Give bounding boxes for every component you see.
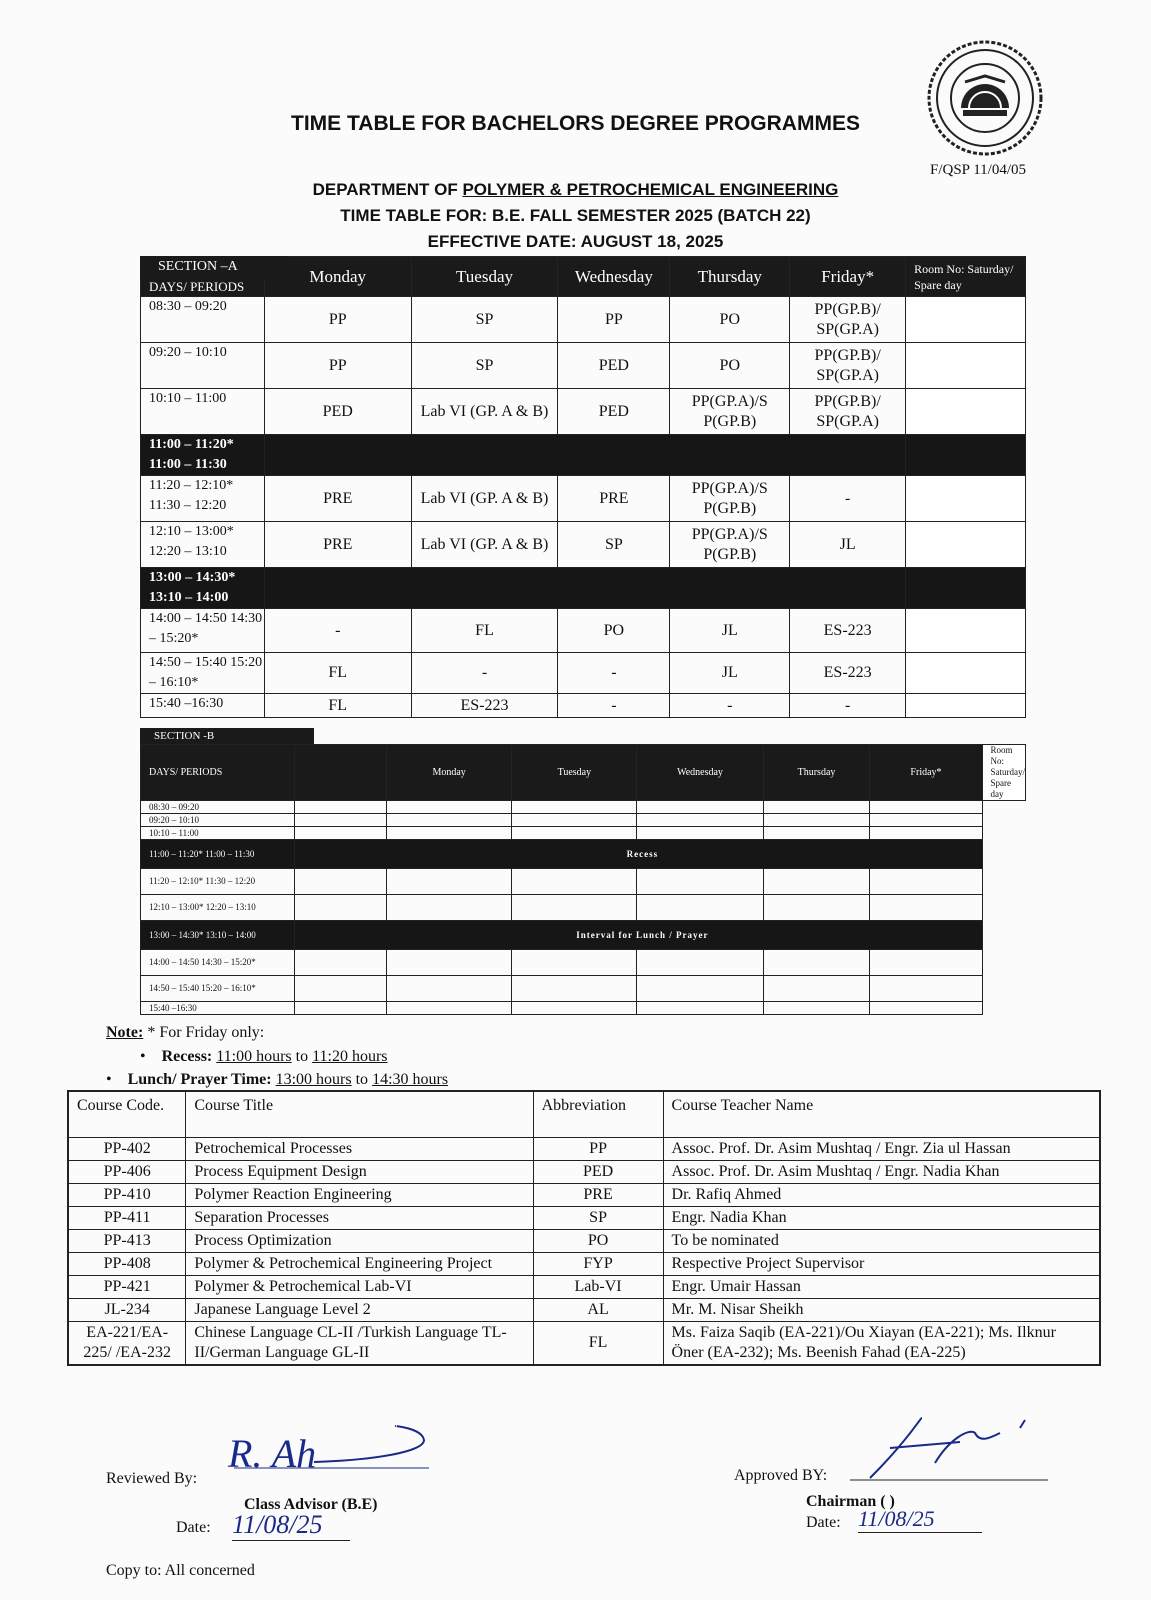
room-cell	[906, 609, 1026, 653]
class-cell: SP	[411, 297, 558, 343]
course-teacher: Mr. M. Nisar Sheikh	[663, 1298, 1100, 1321]
course-title: Separation Processes	[186, 1206, 533, 1229]
room-cell	[906, 522, 1026, 568]
empty-cell	[870, 801, 982, 814]
section-b-label: SECTION -B	[140, 728, 314, 744]
reviewer-signature: R. Ah	[228, 1431, 317, 1476]
empty-cell	[295, 801, 387, 814]
period-cell: 10:10 – 11:00	[141, 827, 295, 840]
document-title: TIME TABLE FOR BACHELORS DEGREE PROGRAMMES	[291, 112, 860, 135]
empty-cell	[295, 827, 387, 840]
period-cell: 08:30 – 09:20	[141, 297, 265, 343]
room-cell	[906, 568, 1026, 609]
course-teacher: Dr. Rafiq Ahmed	[663, 1183, 1100, 1206]
day-header: Thursday	[670, 257, 790, 297]
period-row	[141, 653, 1026, 694]
course-code: PP-413	[68, 1229, 186, 1252]
class-cell: PO	[670, 343, 790, 389]
period-cell: 13:00 – 14:30* 13:10 – 14:00	[141, 921, 295, 950]
class-cell: SP	[558, 522, 670, 568]
course-title: Polymer & Petrochemical Lab-VI	[186, 1275, 533, 1298]
recess-band: Recess	[295, 840, 982, 869]
break-row	[141, 435, 1026, 476]
period-cell: 15:40 –16:30	[141, 1002, 295, 1015]
section-b-timetable	[140, 744, 1026, 1015]
class-cell: FL	[264, 653, 411, 694]
period-row	[141, 801, 1026, 814]
approve-date-label: Date:	[806, 1514, 841, 1531]
course-row	[68, 1160, 1100, 1183]
course-header-row	[68, 1091, 1100, 1137]
period-cell: 14:50 – 15:40 15:20 – 16:10*	[141, 653, 265, 694]
course-abbreviation: PED	[533, 1160, 663, 1183]
class-cell: PED	[558, 343, 670, 389]
class-cell: PP	[264, 343, 411, 389]
empty-cell	[870, 976, 982, 1002]
empty-cell	[870, 1002, 982, 1015]
class-cell: SP	[411, 343, 558, 389]
class-cell: PED	[264, 389, 411, 435]
approver-title: Chairman ( )	[806, 1493, 895, 1510]
class-cell: JL	[670, 653, 790, 694]
empty-cell	[637, 976, 763, 1002]
room-cell	[906, 343, 1026, 389]
room-cell	[906, 297, 1026, 343]
class-cell: PP(GP.B)/ SP(GP.A)	[790, 343, 906, 389]
class-cell: FL	[264, 694, 411, 718]
empty-cell	[637, 827, 763, 840]
course-code: EA-221/EA-225/ /EA-232	[68, 1321, 186, 1365]
day-header: Friday*	[790, 257, 906, 297]
empty-cell	[387, 869, 512, 895]
class-cell: PP(GP.B)/ SP(GP.A)	[790, 389, 906, 435]
day-header: Thursday	[763, 745, 870, 801]
course-title: Polymer Reaction Engineering	[186, 1183, 533, 1206]
period-row	[141, 297, 1026, 343]
course-abbreviation: PRE	[533, 1183, 663, 1206]
course-abbreviation: PO	[533, 1229, 663, 1252]
period-row	[141, 814, 1026, 827]
course-row	[68, 1321, 1100, 1365]
empty-cell	[387, 801, 512, 814]
room-cell	[906, 653, 1026, 694]
class-cell: PED	[558, 389, 670, 435]
class-cell: PP	[558, 297, 670, 343]
empty-cell	[870, 895, 982, 921]
period-row	[141, 1002, 1026, 1015]
class-cell: PP(GP.A)/S P(GP.B)	[670, 522, 790, 568]
period-cell: 14:00 – 14:50 14:30 – 15:20*	[141, 609, 265, 653]
period-cell: 09:20 – 10:10	[141, 814, 295, 827]
blank-header	[295, 745, 387, 801]
empty-cell	[763, 801, 870, 814]
break-row	[141, 568, 1026, 609]
period-cell: 12:10 – 13:00* 12:20 – 13:10	[141, 895, 295, 921]
day-header: Wednesday	[637, 745, 763, 801]
class-cell: PRE	[558, 476, 670, 522]
course-code: PP-410	[68, 1183, 186, 1206]
empty-cell	[295, 895, 387, 921]
empty-cell	[387, 895, 512, 921]
class-cell: PP(GP.A)/S P(GP.B)	[670, 476, 790, 522]
course-abbreviation: AL	[533, 1298, 663, 1321]
empty-cell	[295, 976, 387, 1002]
course-code: PP-406	[68, 1160, 186, 1183]
course-abbreviation: FYP	[533, 1252, 663, 1275]
period-cell: 11:00 – 11:20* 11:00 – 11:30	[141, 840, 295, 869]
course-code: PP-421	[68, 1275, 186, 1298]
period-cell: 12:10 – 13:00* 12:20 – 13:10	[141, 522, 265, 568]
class-cell: PO	[558, 609, 670, 653]
period-row	[141, 869, 1026, 895]
period-cell: 15:40 –16:30	[141, 694, 265, 718]
empty-cell	[763, 814, 870, 827]
empty-cell	[512, 827, 637, 840]
course-row	[68, 1298, 1100, 1321]
class-cell: -	[558, 653, 670, 694]
empty-cell	[387, 1002, 512, 1015]
section-a-timetable	[140, 256, 1026, 718]
room-header: Room No: Saturday/ Spare day	[982, 745, 1025, 801]
class-cell: PP(GP.A)/S P(GP.B)	[670, 389, 790, 435]
period-cell: 14:50 – 15:40 15:20 – 16:10*	[141, 976, 295, 1002]
lunch-band: Interval for Lunch / Prayer	[295, 921, 982, 950]
course-header-cell: Course Teacher Name	[663, 1091, 1100, 1137]
period-row	[141, 609, 1026, 653]
course-teacher: Assoc. Prof. Dr. Asim Mushtaq / Engr. Zia ul Hassan	[663, 1137, 1100, 1160]
empty-cell	[295, 869, 387, 895]
class-cell: -	[411, 653, 558, 694]
empty-cell	[512, 814, 637, 827]
course-teacher: Ms. Faiza Saqib (EA-221)/Ou Xiayan (EA-221); Ms. Ilknur Öner (EA-232); Ms. Beenish Fahad (EA-225)	[663, 1321, 1100, 1365]
class-cell: ES-223	[790, 609, 906, 653]
empty-cell	[512, 895, 637, 921]
course-code: JL-234	[68, 1298, 186, 1321]
empty-cell	[295, 1002, 387, 1015]
review-date: 11/08/25	[232, 1510, 350, 1541]
period-cell: 14:00 – 14:50 14:30 – 15:20*	[141, 950, 295, 976]
empty-cell	[512, 1002, 637, 1015]
class-cell: ES-223	[790, 653, 906, 694]
course-title: Process Equipment Design	[186, 1160, 533, 1183]
empty-cell	[870, 827, 982, 840]
class-cell: FL	[411, 609, 558, 653]
empty-cell	[387, 950, 512, 976]
break-band	[264, 568, 905, 609]
class-cell: -	[264, 609, 411, 653]
empty-cell	[870, 814, 982, 827]
course-header-cell: Course Code.	[68, 1091, 186, 1137]
note-line: Note: * For Friday only:	[106, 1024, 265, 1041]
period-cell: 11:20 – 12:10* 11:30 – 12:20	[141, 869, 295, 895]
day-header: Friday*	[870, 745, 982, 801]
class-cell: Lab VI (GP. A & B)	[411, 476, 558, 522]
note-recess: • Recess: 11:00 hours to 11:20 hours	[140, 1048, 388, 1065]
empty-cell	[763, 1002, 870, 1015]
period-row	[141, 522, 1026, 568]
course-code: PP-411	[68, 1206, 186, 1229]
reviewer-signature-stroke	[224, 1422, 434, 1472]
room-cell	[906, 435, 1026, 476]
course-abbreviation: PP	[533, 1137, 663, 1160]
class-cell: JL	[790, 522, 906, 568]
review-date-label: Date:	[176, 1519, 211, 1536]
course-title: Japanese Language Level 2	[186, 1298, 533, 1321]
course-code: PP-402	[68, 1137, 186, 1160]
room-cell	[906, 476, 1026, 522]
room-header: Room No: Saturday/ Spare day	[906, 257, 1026, 297]
section-a-label: SECTION –A	[140, 256, 286, 278]
effective-date: EFFECTIVE DATE: AUGUST 18, 2025	[427, 232, 724, 251]
course-title: Chinese Language CL-II /Turkish Language TL-II/German Language GL-II	[186, 1321, 533, 1365]
class-cell: -	[790, 694, 906, 718]
period-row	[141, 976, 1026, 1002]
course-row	[68, 1206, 1100, 1229]
empty-cell	[763, 976, 870, 1002]
empty-cell	[512, 976, 637, 1002]
reviewed-by-label: Reviewed By:	[106, 1470, 198, 1487]
empty-cell	[512, 869, 637, 895]
room-cell	[906, 389, 1026, 435]
class-cell: PRE	[264, 522, 411, 568]
room-cell	[906, 694, 1026, 718]
university-seal	[925, 38, 1045, 158]
empty-cell	[387, 814, 512, 827]
course-row	[68, 1252, 1100, 1275]
class-cell: PO	[670, 297, 790, 343]
empty-cell	[637, 950, 763, 976]
reviewer-title: Class Advisor (B.E)	[244, 1496, 378, 1513]
class-cell: -	[558, 694, 670, 718]
course-title: Petrochemical Processes	[186, 1137, 533, 1160]
period-cell: 08:30 – 09:20	[141, 801, 295, 814]
course-row	[68, 1183, 1100, 1206]
period-cell: 11:20 – 12:10* 11:30 – 12:20	[141, 476, 265, 522]
period-row	[141, 827, 1026, 840]
period-row	[141, 476, 1026, 522]
period-row	[141, 343, 1026, 389]
timetable-for: TIME TABLE FOR: B.E. FALL SEMESTER 2025 (BATCH 22)	[340, 206, 811, 225]
empty-cell	[763, 950, 870, 976]
empty-cell	[295, 950, 387, 976]
empty-cell	[512, 801, 637, 814]
course-teacher: Engr. Nadia Khan	[663, 1206, 1100, 1229]
class-cell: ES-223	[411, 694, 558, 718]
period-row	[141, 895, 1026, 921]
period-row	[141, 389, 1026, 435]
class-cell: JL	[670, 609, 790, 653]
empty-cell	[387, 827, 512, 840]
course-header-cell: Abbreviation	[533, 1091, 663, 1137]
department-name: POLYMER & PETROCHEMICAL ENGINEERING	[462, 180, 839, 199]
empty-cell	[763, 895, 870, 921]
class-cell: PP	[264, 297, 411, 343]
period-cell: 10:10 – 11:00	[141, 389, 265, 435]
course-title: Process Optimization	[186, 1229, 533, 1252]
empty-cell	[870, 869, 982, 895]
empty-cell	[637, 1002, 763, 1015]
course-teacher: Respective Project Supervisor	[663, 1252, 1100, 1275]
class-cell: PP(GP.B)/ SP(GP.A)	[790, 297, 906, 343]
section-b-header-row	[141, 745, 1026, 801]
periods-header: DAYS/ PERIODS	[141, 257, 265, 297]
department-line: DEPARTMENT OF POLYMER & PETROCHEMICAL ENGINEERING	[312, 180, 839, 199]
empty-cell	[763, 869, 870, 895]
course-teacher: Engr. Umair Hassan	[663, 1275, 1100, 1298]
course-title: Polymer & Petrochemical Engineering Project	[186, 1252, 533, 1275]
day-header: Monday	[387, 745, 512, 801]
break-row	[141, 921, 1026, 950]
empty-cell	[763, 827, 870, 840]
approved-by-label: Approved BY:	[734, 1467, 828, 1484]
break-band	[264, 435, 905, 476]
day-header: Monday	[264, 257, 411, 297]
period-cell: 09:20 – 10:10	[141, 343, 265, 389]
approve-date: 11/08/25	[858, 1506, 982, 1533]
approver-signature	[850, 1408, 1050, 1488]
course-row	[68, 1229, 1100, 1252]
empty-cell	[637, 814, 763, 827]
break-row	[141, 840, 1026, 869]
period-cell: 13:00 – 14:30* 13:10 – 14:00	[141, 568, 265, 609]
period-cell: 11:00 – 11:20* 11:00 – 11:30	[141, 435, 265, 476]
class-cell: -	[670, 694, 790, 718]
course-table	[67, 1090, 1101, 1366]
course-header-cell: Course Title	[186, 1091, 533, 1137]
empty-cell	[637, 895, 763, 921]
form-number: F/QSP 11/04/05	[930, 162, 1026, 178]
note-lunch: • Lunch/ Prayer Time: 13:00 hours to 14:30 hours	[106, 1071, 449, 1088]
day-header: Wednesday	[558, 257, 670, 297]
course-abbreviation: Lab-VI	[533, 1275, 663, 1298]
empty-cell	[870, 950, 982, 976]
period-row	[141, 694, 1026, 718]
copy-to: Copy to: All concerned	[106, 1562, 255, 1579]
course-teacher: Assoc. Prof. Dr. Asim Mushtaq / Engr. Nadia Khan	[663, 1160, 1100, 1183]
class-cell: Lab VI (GP. A & B)	[411, 389, 558, 435]
course-row	[68, 1275, 1100, 1298]
periods-header: DAYS/ PERIODS	[141, 745, 295, 801]
course-code: PP-408	[68, 1252, 186, 1275]
class-cell: PRE	[264, 476, 411, 522]
period-row	[141, 950, 1026, 976]
day-header: Tuesday	[512, 745, 637, 801]
course-row	[68, 1137, 1100, 1160]
empty-cell	[512, 950, 637, 976]
empty-cell	[387, 976, 512, 1002]
course-teacher: To be nominated	[663, 1229, 1100, 1252]
course-abbreviation: SP	[533, 1206, 663, 1229]
class-cell: Lab VI (GP. A & B)	[411, 522, 558, 568]
empty-cell	[637, 801, 763, 814]
empty-cell	[295, 814, 387, 827]
class-cell: -	[790, 476, 906, 522]
day-header: Tuesday	[411, 257, 558, 297]
course-abbreviation: FL	[533, 1321, 663, 1365]
empty-cell	[637, 869, 763, 895]
